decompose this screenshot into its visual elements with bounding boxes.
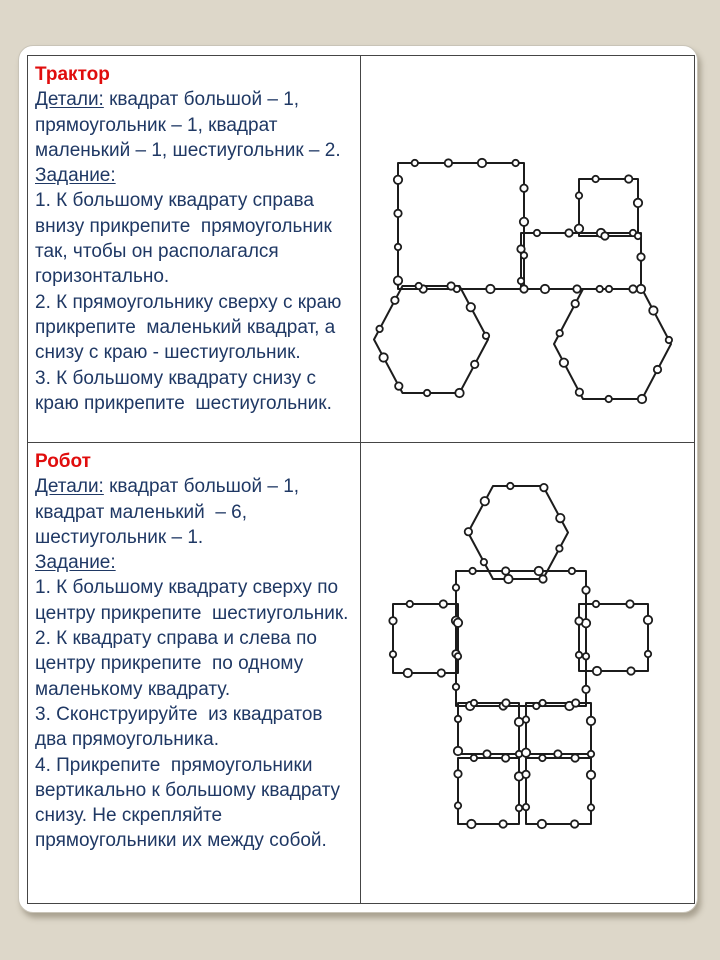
- robot-task-label: Задание:: [35, 552, 116, 574]
- lacing-hole: [455, 653, 461, 659]
- lacing-hole: [554, 750, 561, 757]
- lacing-hole: [512, 160, 518, 166]
- lacing-hole: [416, 283, 422, 289]
- lacing-hole: [593, 667, 601, 675]
- robot-task-2: 2. К квадрату справа и слева по центру прикрепите по одному маленькому квадрату.: [35, 628, 323, 700]
- lacing-hole: [445, 159, 452, 166]
- lacing-hole: [412, 160, 418, 166]
- lacing-hole: [627, 667, 634, 674]
- robot-details: [35, 474, 356, 550]
- lacing-hole: [635, 233, 641, 239]
- lacing-hole: [453, 584, 459, 590]
- robot-task-4: 4. Прикрепите прямоугольники вертикально к большому квадрату снизу. Не скрепляйте прямоугольники их между собой.: [35, 754, 346, 852]
- lacing-hole: [502, 567, 509, 574]
- lacing-hole: [541, 285, 549, 293]
- robot-title: Робот: [35, 451, 91, 472]
- details-text: квадрат большой – 1, квадрат маленький – 6, шестиугольник – 1.: [35, 476, 305, 548]
- lacing-hole: [588, 804, 594, 810]
- lacing-hole: [572, 699, 579, 706]
- lacing-hole: [637, 285, 645, 293]
- lacing-hole: [394, 276, 402, 284]
- lacing-hole: [522, 771, 529, 778]
- lacing-hole: [606, 286, 612, 292]
- lacing-hole: [539, 700, 545, 706]
- lacing-hole: [601, 232, 608, 239]
- lacing-hole: [539, 575, 546, 582]
- lacing-hole: [569, 568, 575, 574]
- lacing-hole: [395, 382, 402, 389]
- lacing-hole: [654, 366, 661, 373]
- lacing-hole: [471, 361, 478, 368]
- lacing-hole: [539, 755, 545, 761]
- lacing-hole: [560, 359, 568, 367]
- robot-right-leg-upper-square: [526, 703, 591, 754]
- lacing-hole: [455, 389, 463, 397]
- lacing-hole: [637, 253, 644, 260]
- lacing-hole: [440, 600, 447, 607]
- lacing-hole: [644, 616, 652, 624]
- lacing-hole: [507, 483, 513, 489]
- details-label: Детали:: [35, 89, 104, 111]
- lacing-hole: [625, 175, 632, 182]
- lacing-hole: [520, 218, 528, 226]
- tractor-details: [35, 87, 356, 163]
- lacing-hole: [645, 651, 651, 657]
- lacing-hole: [573, 285, 580, 292]
- lacing-hole: [455, 716, 461, 722]
- lacing-hole: [395, 244, 401, 250]
- robot-left-leg-lower-square: [458, 758, 519, 824]
- lacing-hole: [516, 805, 522, 811]
- tractor-lacing-figure: [361, 56, 694, 441]
- lacing-hole: [572, 300, 579, 307]
- lacing-hole: [629, 285, 636, 292]
- lacing-hole: [394, 176, 402, 184]
- lacing-hole: [467, 820, 475, 828]
- lacing-hole: [453, 684, 459, 690]
- lacing-hole: [469, 568, 475, 574]
- lacing-hole: [424, 390, 430, 396]
- lacing-hole: [606, 396, 612, 402]
- tractor-figure-cell: [361, 56, 694, 443]
- lacing-hole: [592, 176, 598, 182]
- lacing-hole: [626, 600, 633, 607]
- lacing-hole: [565, 229, 572, 236]
- tractor-text-cell: [28, 56, 361, 443]
- lacing-hole: [534, 230, 540, 236]
- lacing-hole: [394, 210, 401, 217]
- tractor-task-3: 3. К большому квадрату снизу с краю прикрепите шестиугольник.: [35, 367, 332, 414]
- lacing-hole: [576, 652, 582, 658]
- tractor-task-2: 2. К прямоугольнику сверху с краю прикрепите маленький квадрат, а снизу с краю - шестиугольник.: [35, 291, 347, 364]
- lacing-hole: [502, 754, 509, 761]
- lacing-hole: [522, 749, 530, 757]
- lacing-hole: [517, 245, 524, 252]
- lacing-hole: [483, 750, 490, 757]
- lacing-hole: [471, 700, 477, 706]
- lacing-hole: [556, 545, 562, 551]
- lacing-hole: [520, 185, 527, 192]
- lacing-hole: [483, 333, 489, 339]
- tractor-task-label: Задание:: [35, 165, 116, 187]
- lacing-hole: [478, 159, 486, 167]
- robot-left-arm-square: [393, 604, 458, 673]
- lacing-hole: [471, 755, 477, 761]
- lacing-hole: [454, 770, 461, 777]
- lacing-hole: [593, 601, 599, 607]
- lacing-hole: [520, 285, 527, 292]
- robot-lacing-figure: [361, 443, 694, 901]
- tractor-small-square: [579, 179, 638, 236]
- robot-text-cell: [28, 443, 361, 903]
- lacing-hole: [523, 716, 529, 722]
- lacing-hole: [447, 282, 454, 289]
- tractor-big-square: [398, 163, 524, 289]
- lacing-hole: [666, 337, 672, 343]
- lacing-hole: [499, 820, 506, 827]
- lacing-hole: [638, 395, 646, 403]
- lacing-hole: [634, 199, 642, 207]
- lacing-hole: [389, 617, 396, 624]
- lacing-hole: [535, 567, 543, 575]
- lacing-hole: [486, 285, 494, 293]
- lacing-hole: [481, 497, 489, 505]
- lacing-hole: [376, 326, 382, 332]
- lacing-hole: [404, 669, 412, 677]
- robot-right-arm-square: [579, 604, 648, 671]
- lacing-hole: [576, 389, 583, 396]
- lacing-hole: [575, 225, 583, 233]
- lacing-hole: [538, 820, 546, 828]
- lacing-hole: [557, 330, 563, 336]
- lacing-hole: [576, 192, 582, 198]
- robot-right-leg-lower-square: [526, 758, 591, 824]
- lacing-hole: [502, 699, 509, 706]
- worksheet-table: [27, 55, 695, 904]
- details-text: квадрат большой – 1, прямоугольник – 1, квадрат маленький – 1, шестиугольник – 2.: [35, 89, 341, 161]
- tractor-title: Трактор: [35, 64, 110, 85]
- lacing-hole: [391, 297, 398, 304]
- lacing-hole: [379, 353, 387, 361]
- lacing-hole: [649, 306, 657, 314]
- slide-card: [18, 45, 698, 913]
- lacing-hole: [571, 820, 578, 827]
- tractor-rectangle: [521, 233, 641, 289]
- robot-body-big-square: [456, 571, 586, 706]
- tractor-task-1: 1. К большому квадрату справа внизу прикрепите прямоугольник так, чтобы он располагался горизонтально.: [35, 190, 338, 288]
- lacing-hole: [588, 751, 594, 757]
- lacing-hole: [481, 559, 487, 565]
- lacing-hole: [390, 651, 396, 657]
- robot-figure-cell: [361, 443, 694, 903]
- lacing-hole: [454, 747, 462, 755]
- lacing-hole: [523, 804, 529, 810]
- lacing-hole: [407, 601, 413, 607]
- lacing-hole: [467, 303, 475, 311]
- lacing-hole: [587, 717, 595, 725]
- robot-task-3: 3. Сконструируйте из квадратов два прямоугольника.: [35, 703, 328, 751]
- details-label: Детали:: [35, 476, 104, 498]
- lacing-hole: [582, 686, 589, 693]
- lacing-hole: [518, 278, 524, 284]
- robot-left-leg-upper-square: [458, 703, 519, 754]
- lacing-hole: [454, 619, 462, 627]
- lacing-hole: [504, 575, 512, 583]
- lacing-hole: [540, 484, 547, 491]
- lacing-hole: [575, 617, 582, 624]
- robot-task-1: 1. К большому квадрату сверху по центру прикрепите шестиугольник.: [35, 577, 349, 624]
- lacing-hole: [438, 669, 445, 676]
- lacing-hole: [533, 703, 539, 709]
- lacing-hole: [587, 771, 595, 779]
- lacing-hole: [582, 586, 589, 593]
- lacing-hole: [556, 514, 564, 522]
- lacing-hole: [571, 754, 578, 761]
- lacing-hole: [465, 528, 472, 535]
- lacing-hole: [597, 286, 603, 292]
- lacing-hole: [455, 802, 461, 808]
- lacing-hole: [583, 653, 589, 659]
